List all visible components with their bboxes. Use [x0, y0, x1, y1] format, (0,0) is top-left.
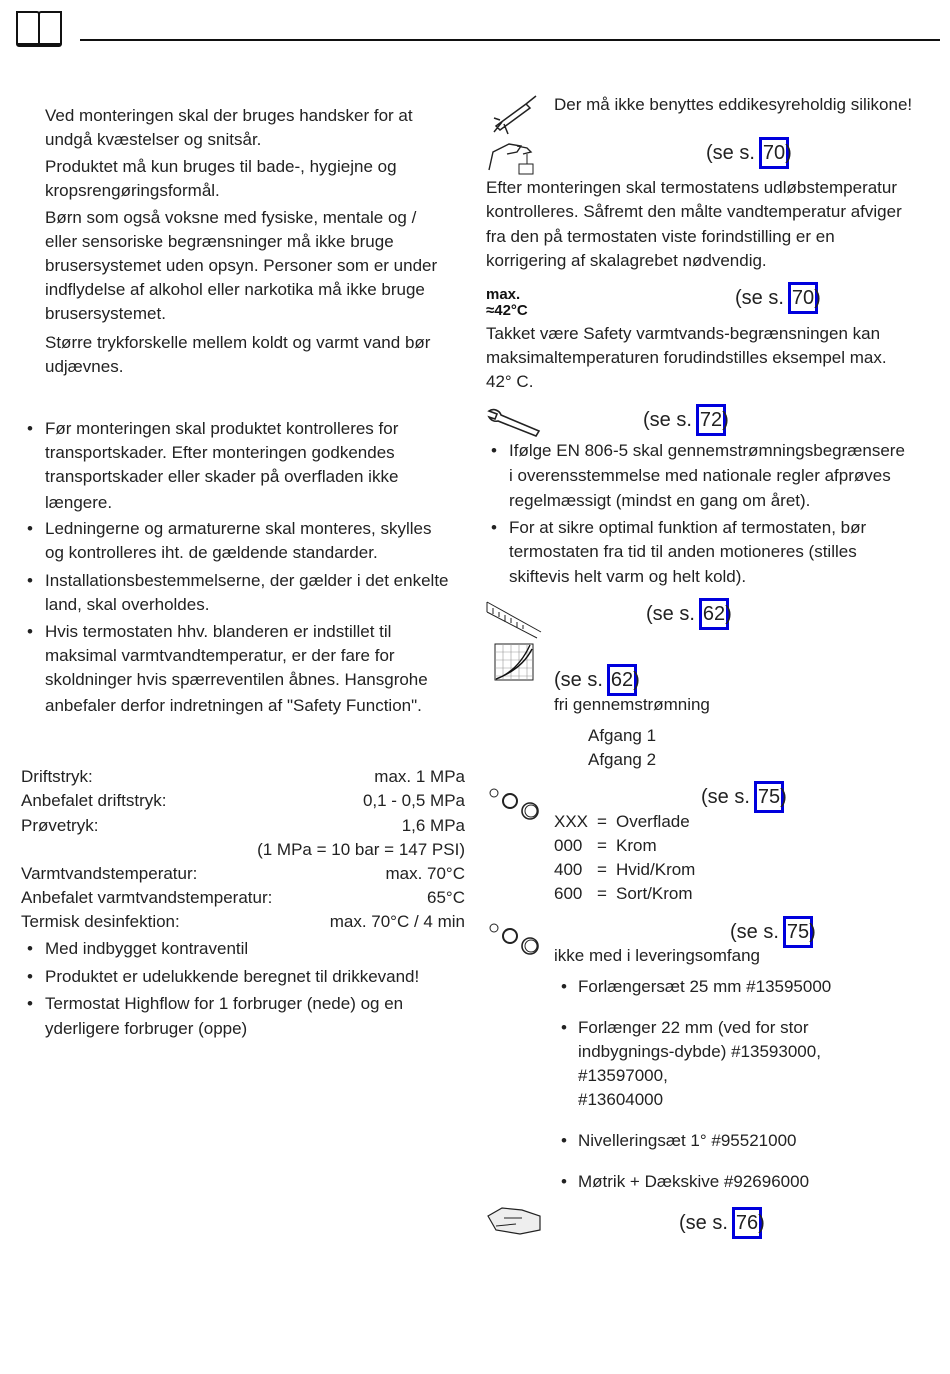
finish-code: XXX — [554, 812, 589, 831]
spec-label: Anbefalet driftstryk: — [21, 791, 167, 810]
bullet-dot: • — [27, 519, 33, 538]
page-reference — [706, 137, 792, 169]
outlet-label: Afgang 2 — [588, 750, 657, 769]
intro-text-line: udjævnes. — [45, 357, 124, 376]
page-link[interactable]: 75 — [754, 781, 784, 813]
bullet-dot: • — [27, 622, 33, 641]
bullet-dot: • — [27, 967, 33, 986]
bullet-dot: • — [561, 1131, 567, 1150]
safety-bullet-line: land, skal overholdes. — [45, 595, 210, 614]
safety-bullet-line: Ledningerne og armaturerne skal monteres, skylles — [45, 519, 432, 538]
outlet-label: Afgang 1 — [588, 726, 657, 745]
intro-text-line: undgå kvæstelser og snitsår. — [45, 130, 262, 149]
accessory-line: Forlængersæt 25 mm #13595000 — [578, 977, 832, 996]
spec-value: max. 70°C / 4 min — [329, 912, 465, 931]
flow-label: fri gennemstrømning — [554, 695, 710, 714]
bullet-dot: • — [561, 977, 567, 996]
feature-bullet-line: Termostat Highflow for 1 forbruger (nede) og en — [45, 994, 404, 1013]
safety-bullet-line: længere. — [45, 493, 113, 512]
ref-prefix: (se s. — [646, 603, 695, 625]
safety-limit-text-line: 42° C. — [486, 372, 534, 391]
ref-prefix: (se s. — [554, 669, 603, 691]
page-reference — [643, 404, 729, 436]
intro-text-line: brusersystemet. — [45, 304, 166, 323]
finish-name: Hvid/Krom — [616, 860, 696, 879]
header-rule — [80, 39, 940, 41]
safety-bullet-line: transportskader eller skader på overfladen ikke — [45, 467, 399, 486]
safety-limit-text-line: maksimaltemperaturen forudindstilles eksempel max. — [486, 348, 887, 367]
spec-label: Prøvetryk: — [21, 816, 99, 835]
accessory-line: #13597000, — [578, 1066, 668, 1085]
ref-prefix: (se s. — [706, 142, 755, 164]
ref-suffix: ) — [633, 669, 640, 691]
spec-label: Anbefalet varmtvandstemperatur: — [21, 888, 273, 907]
thermometer-hand-icon — [487, 140, 537, 178]
finish-equals: = — [597, 860, 607, 879]
accessory-line: #13604000 — [578, 1090, 664, 1109]
safety-bullet-line: skoldninger hvis spærreventilen åbnes. Hansgrohe — [45, 670, 428, 689]
calibration-text-line: korrigering af skalagrebet nødvendig. — [486, 251, 767, 270]
book-icon — [15, 10, 63, 48]
bullet-dot: • — [27, 419, 33, 438]
spec-value: max. 70°C — [385, 864, 465, 883]
service-bullet-line: i overensstemmelse med nationale regler afprøves — [509, 466, 891, 485]
bullet-dot: • — [561, 1018, 567, 1037]
ref-suffix: ) — [722, 409, 729, 431]
calibration-text-line: fra den på termostaten viste forindstilling er en — [486, 227, 835, 246]
calibration-text-line: kontrolleres. Såfremt den målte vandtemperatur afviger — [486, 202, 902, 221]
ref-prefix: (se s. — [643, 409, 692, 431]
ref-prefix: (se s. — [701, 786, 750, 808]
intro-text-line: eller sensoriske begrænsninger må ikke bruge — [45, 232, 394, 251]
safety-bullet-line: transportskader. Efter monteringen godkendes — [45, 443, 395, 462]
accessory-line: Forlænger 22 mm (ved for stor — [578, 1018, 809, 1037]
page-reference — [735, 282, 821, 314]
accessory-line: Nivelleringsæt 1° #95521000 — [578, 1131, 797, 1150]
intro-text-line: Ved monteringen skal der bruges handsker for at — [45, 106, 413, 125]
safety-bullet-line: og kontrolleres iht. de gældende standarder. — [45, 543, 378, 562]
ref-prefix: (se s. — [730, 921, 779, 943]
finish-code: 600 — [554, 884, 583, 903]
safety-bullet-line: Hvis termostaten hhv. blanderen er indstillet til — [45, 622, 392, 641]
ref-prefix: (se s. — [735, 287, 784, 309]
intro-text-line: indflydelse af alkohol eller narkotika må ikke bruge — [45, 280, 425, 299]
bullet-dot: • — [491, 518, 497, 537]
spec-value: max. 1 MPa — [374, 767, 465, 786]
ref-suffix: ) — [725, 603, 732, 625]
page-reference — [679, 1207, 765, 1239]
not-included-label: ikke med i leveringsomfang — [554, 946, 760, 965]
page-reference — [701, 781, 787, 813]
ref-suffix: ) — [785, 142, 792, 164]
finish-equals: = — [597, 836, 607, 855]
bullet-dot: • — [491, 441, 497, 460]
ref-suffix: ) — [814, 287, 821, 309]
cartridge-parts-icon-2 — [486, 920, 542, 958]
finish-name: Krom — [616, 836, 657, 855]
finish-equals: = — [597, 884, 607, 903]
spec-value: 1,6 MPa — [401, 816, 465, 835]
finish-code: 000 — [554, 836, 583, 855]
ruler-icon — [485, 600, 543, 640]
cartridge-parts-icon — [486, 785, 542, 823]
service-bullet-line: termostaten fra tid til anden motioneres (stilles — [509, 542, 857, 561]
safety-bullet-line: Installationsbestemmelserne, der gælder i det enkelte — [45, 571, 449, 590]
bullet-dot: • — [27, 994, 33, 1013]
bullet-dot: • — [561, 1172, 567, 1191]
accessory-line: indbygnings-dybde) #13593000, — [578, 1042, 821, 1061]
page-link[interactable]: 72 — [696, 404, 726, 436]
spec-value: 0,1 - 0,5 MPa — [362, 791, 465, 810]
ref-suffix: ) — [780, 786, 787, 808]
intro-text-line: kropsrengøringsformål. — [45, 181, 220, 200]
service-bullet-line: regelmæssigt (mindst en gang om året). — [509, 491, 811, 510]
feature-bullet-line: yderligere forbruger (oppe) — [45, 1019, 248, 1038]
flow-chart-icon — [494, 643, 534, 681]
spec-label: Varmtvandstemperatur: — [21, 864, 198, 883]
safety-bullet-line: Før monteringen skal produktet kontrolleres for — [45, 419, 399, 438]
page-reference — [554, 664, 640, 696]
safety-bullet-line: anbefaler derfor indretningen af "Safety Function". — [45, 696, 422, 715]
bullet-dot: • — [27, 571, 33, 590]
intro-text-line: Produktet må kun bruges til bade-, hygiejne og — [45, 157, 397, 176]
silicone-gun-icon — [490, 92, 542, 136]
page-link[interactable]: 75 — [783, 916, 813, 948]
ref-suffix: ) — [758, 1212, 765, 1234]
spec-value: 65°C — [427, 888, 465, 907]
silicone-warning: Der må ikke benyttes eddikesyreholdig silikone! — [554, 95, 913, 114]
intro-text-line: Større trykforskelle mellem koldt og varmt vand bør — [45, 333, 431, 352]
accessory-line: Møtrik + Dækskive #92696000 — [578, 1172, 810, 1191]
safety-limit-text-line: Takket være Safety varmtvands-begrænsningen kan — [486, 324, 881, 343]
max-temp-label: ≈42°C — [486, 302, 528, 319]
service-bullet-line: Ifølge EN 806-5 skal gennemstrømningsbegrænsere — [509, 441, 905, 460]
spec-label: Driftstryk: — [21, 767, 93, 786]
ref-prefix: (se s. — [679, 1212, 728, 1234]
intro-text-line: brusersystemet uden opsyn. Personer som er under — [45, 256, 438, 275]
finish-name: Sort/Krom — [616, 884, 693, 903]
wrench-icon — [485, 405, 543, 437]
page-link[interactable]: 70 — [788, 282, 818, 314]
page-link[interactable]: 62 — [607, 664, 637, 696]
page-link[interactable]: 76 — [732, 1207, 762, 1239]
service-bullet-line: For at sikre optimal funktion af termostaten, bør — [509, 518, 867, 537]
page-link[interactable]: 62 — [699, 598, 729, 630]
page-link[interactable]: 70 — [759, 137, 789, 169]
spec-label: Termisk desinfektion: — [21, 912, 180, 931]
finish-equals: = — [597, 812, 607, 831]
feature-bullet-line: Produktet er udelukkende beregnet til drikkevand! — [45, 967, 420, 986]
ref-suffix: ) — [809, 921, 816, 943]
max-label: max. — [486, 286, 521, 303]
intro-text-line: Børn som også voksne med fysiske, mentale og / — [45, 208, 417, 227]
cleaning-hand-icon — [486, 1204, 542, 1238]
feature-bullet-line: Med indbygget kontraventil — [45, 939, 249, 958]
calibration-text-line: Efter monteringen skal termostatens udløbstemperatur — [486, 178, 898, 197]
finish-code: 400 — [554, 860, 583, 879]
page-reference — [646, 598, 732, 630]
spec-value: (1 MPa = 10 bar = 147 PSI) — [257, 840, 465, 859]
bullet-dot: • — [27, 939, 33, 958]
finish-name: Overflade — [616, 812, 690, 831]
safety-bullet-line: maksimal varmtvandtemperatur, er der fare for — [45, 646, 395, 665]
service-bullet-line: skiftevis helt varm og helt kold). — [509, 567, 747, 586]
